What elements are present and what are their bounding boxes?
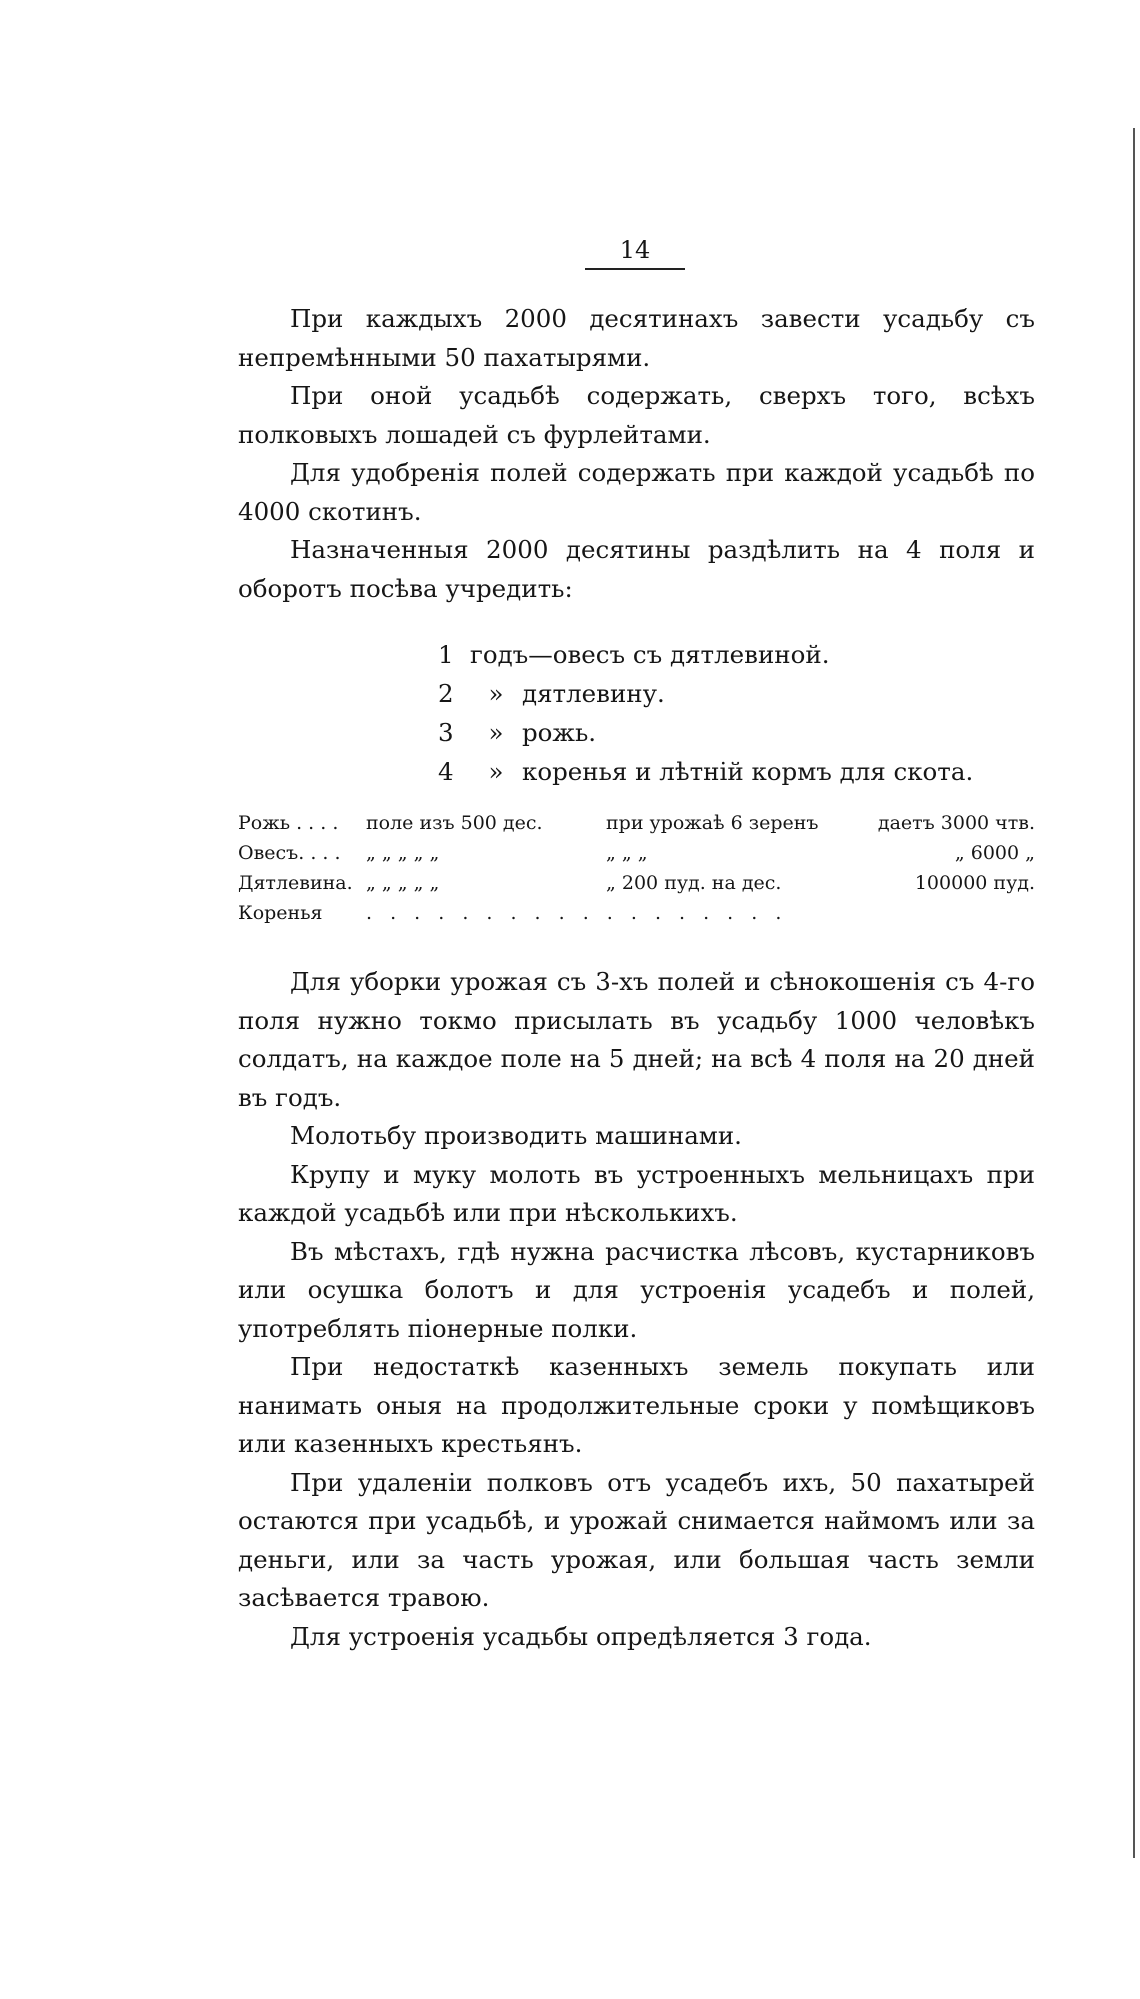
yield-field: „ „ „ „ „ [366,872,440,894]
yield-crop: Коренья [238,902,323,924]
paragraph: При каждыхъ 2000 десятинахъ завести усадьбу съ непремѣнными 50 пахатырями. [238,304,1035,372]
rotation-crop: дятлевину. [522,679,665,708]
paragraph: При недостаткѣ казенныхъ земель покупать или нанимать оныя на продолжительные сроки у помѣщиковъ или казенныхъ крестьянъ. [238,1352,1035,1458]
yield-result: „ 6000 „ [954,842,1035,864]
yield-crop: Дятлевина. [238,872,353,894]
paragraph: Для устроенія усадьбы опредѣляется 3 года. [290,1621,872,1651]
rotation-row [438,635,1018,674]
page-number-rule [585,268,685,270]
yield-rate: при урожаѣ 6 зеренъ [606,812,819,834]
paragraph: Назначенныя 2000 десятины раздѣлить на 4 поля и оборотъ посѣва учредить: [238,535,1035,603]
yield-result: даетъ 3000 чтв. [877,812,1035,834]
rotation-crop: рожь. [522,718,597,747]
rotation-year: 3 [438,718,454,747]
rotation-year: 2 [438,679,454,708]
rotation-year: 4 [438,757,454,786]
yield-field: . . . . . . . . . . . . . . . . . . [366,902,788,924]
rotation-mark: » [488,679,504,708]
yield-field: поле изъ 500 дес. [366,812,543,834]
page-number: 14 [619,236,651,264]
yield-result [846,898,1035,928]
rotation-row [438,674,1018,713]
yield-crop: Овесъ. . . . [238,842,341,864]
paragraph: Для уборки урожая съ 3-хъ полей и сѣнокошенія съ 4-го поля нужно токмо присылать въ усадьбу 1000 человѣкъ солдатъ, на каждое поле на 5 дней; на всѣ 4 поля на 20 дней въ годъ. [238,967,1035,1112]
scan-edge-line [1133,128,1135,1858]
yield-result: 100000 пуд. [914,872,1035,894]
intro-text [238,300,1035,608]
yield-rate [606,898,846,928]
rotation-row [438,713,1018,752]
rotation-crop: коренья и лѣтній кормъ для скота. [522,757,974,786]
yield-row [238,838,1035,868]
rotation-crop: овесъ съ дятлевиной. [552,640,830,669]
yield-rate: „ 200 пуд. на дес. [606,872,782,894]
paragraph: Молотьбу производить машинами. [290,1121,742,1150]
paragraph: Въ мѣстахъ, гдѣ нужна расчистка лѣсовъ, кустарниковъ или осушка болотъ и для устроенія усадебъ и полей, употреблять піонерные полки. [238,1236,1035,1343]
yield-rate: „ „ „ [606,842,648,864]
paragraph: Крупу и муку молоть въ устроенныхъ мельницахъ при каждой усадьбѣ или при нѣсколькихъ. [238,1159,1035,1227]
yield-row [238,898,1035,928]
rotation-mark: годъ— [470,640,553,669]
rotation-row [438,752,1018,791]
yield-row [238,868,1035,898]
yield-field: „ „ „ „ „ [366,842,440,864]
crop-rotation-list [438,635,1018,791]
rotation-mark: » [488,757,504,786]
paragraph: При удаленіи полковъ отъ усадебъ ихъ, 50 пахатырей остаются при усадьбѣ, и урожай снимается наймомъ или за деньги, или за часть урожая, или большая часть земли засѣвается травою. [238,1467,1035,1612]
rotation-mark: » [488,718,504,747]
yield-table [238,808,1035,928]
main-text [238,963,1035,1656]
rotation-year: 1 [438,640,454,669]
paragraph: При оной усадьбѣ содержать, сверхъ того, всѣхъ полковыхъ лошадей съ фурлейтами. [238,381,1035,449]
paragraph: Для удобренія полей содержать при каждой усадьбѣ по 4000 скотинъ. [238,458,1035,526]
yield-crop: Рожь . . . . [238,812,339,834]
yield-row [238,808,1035,838]
